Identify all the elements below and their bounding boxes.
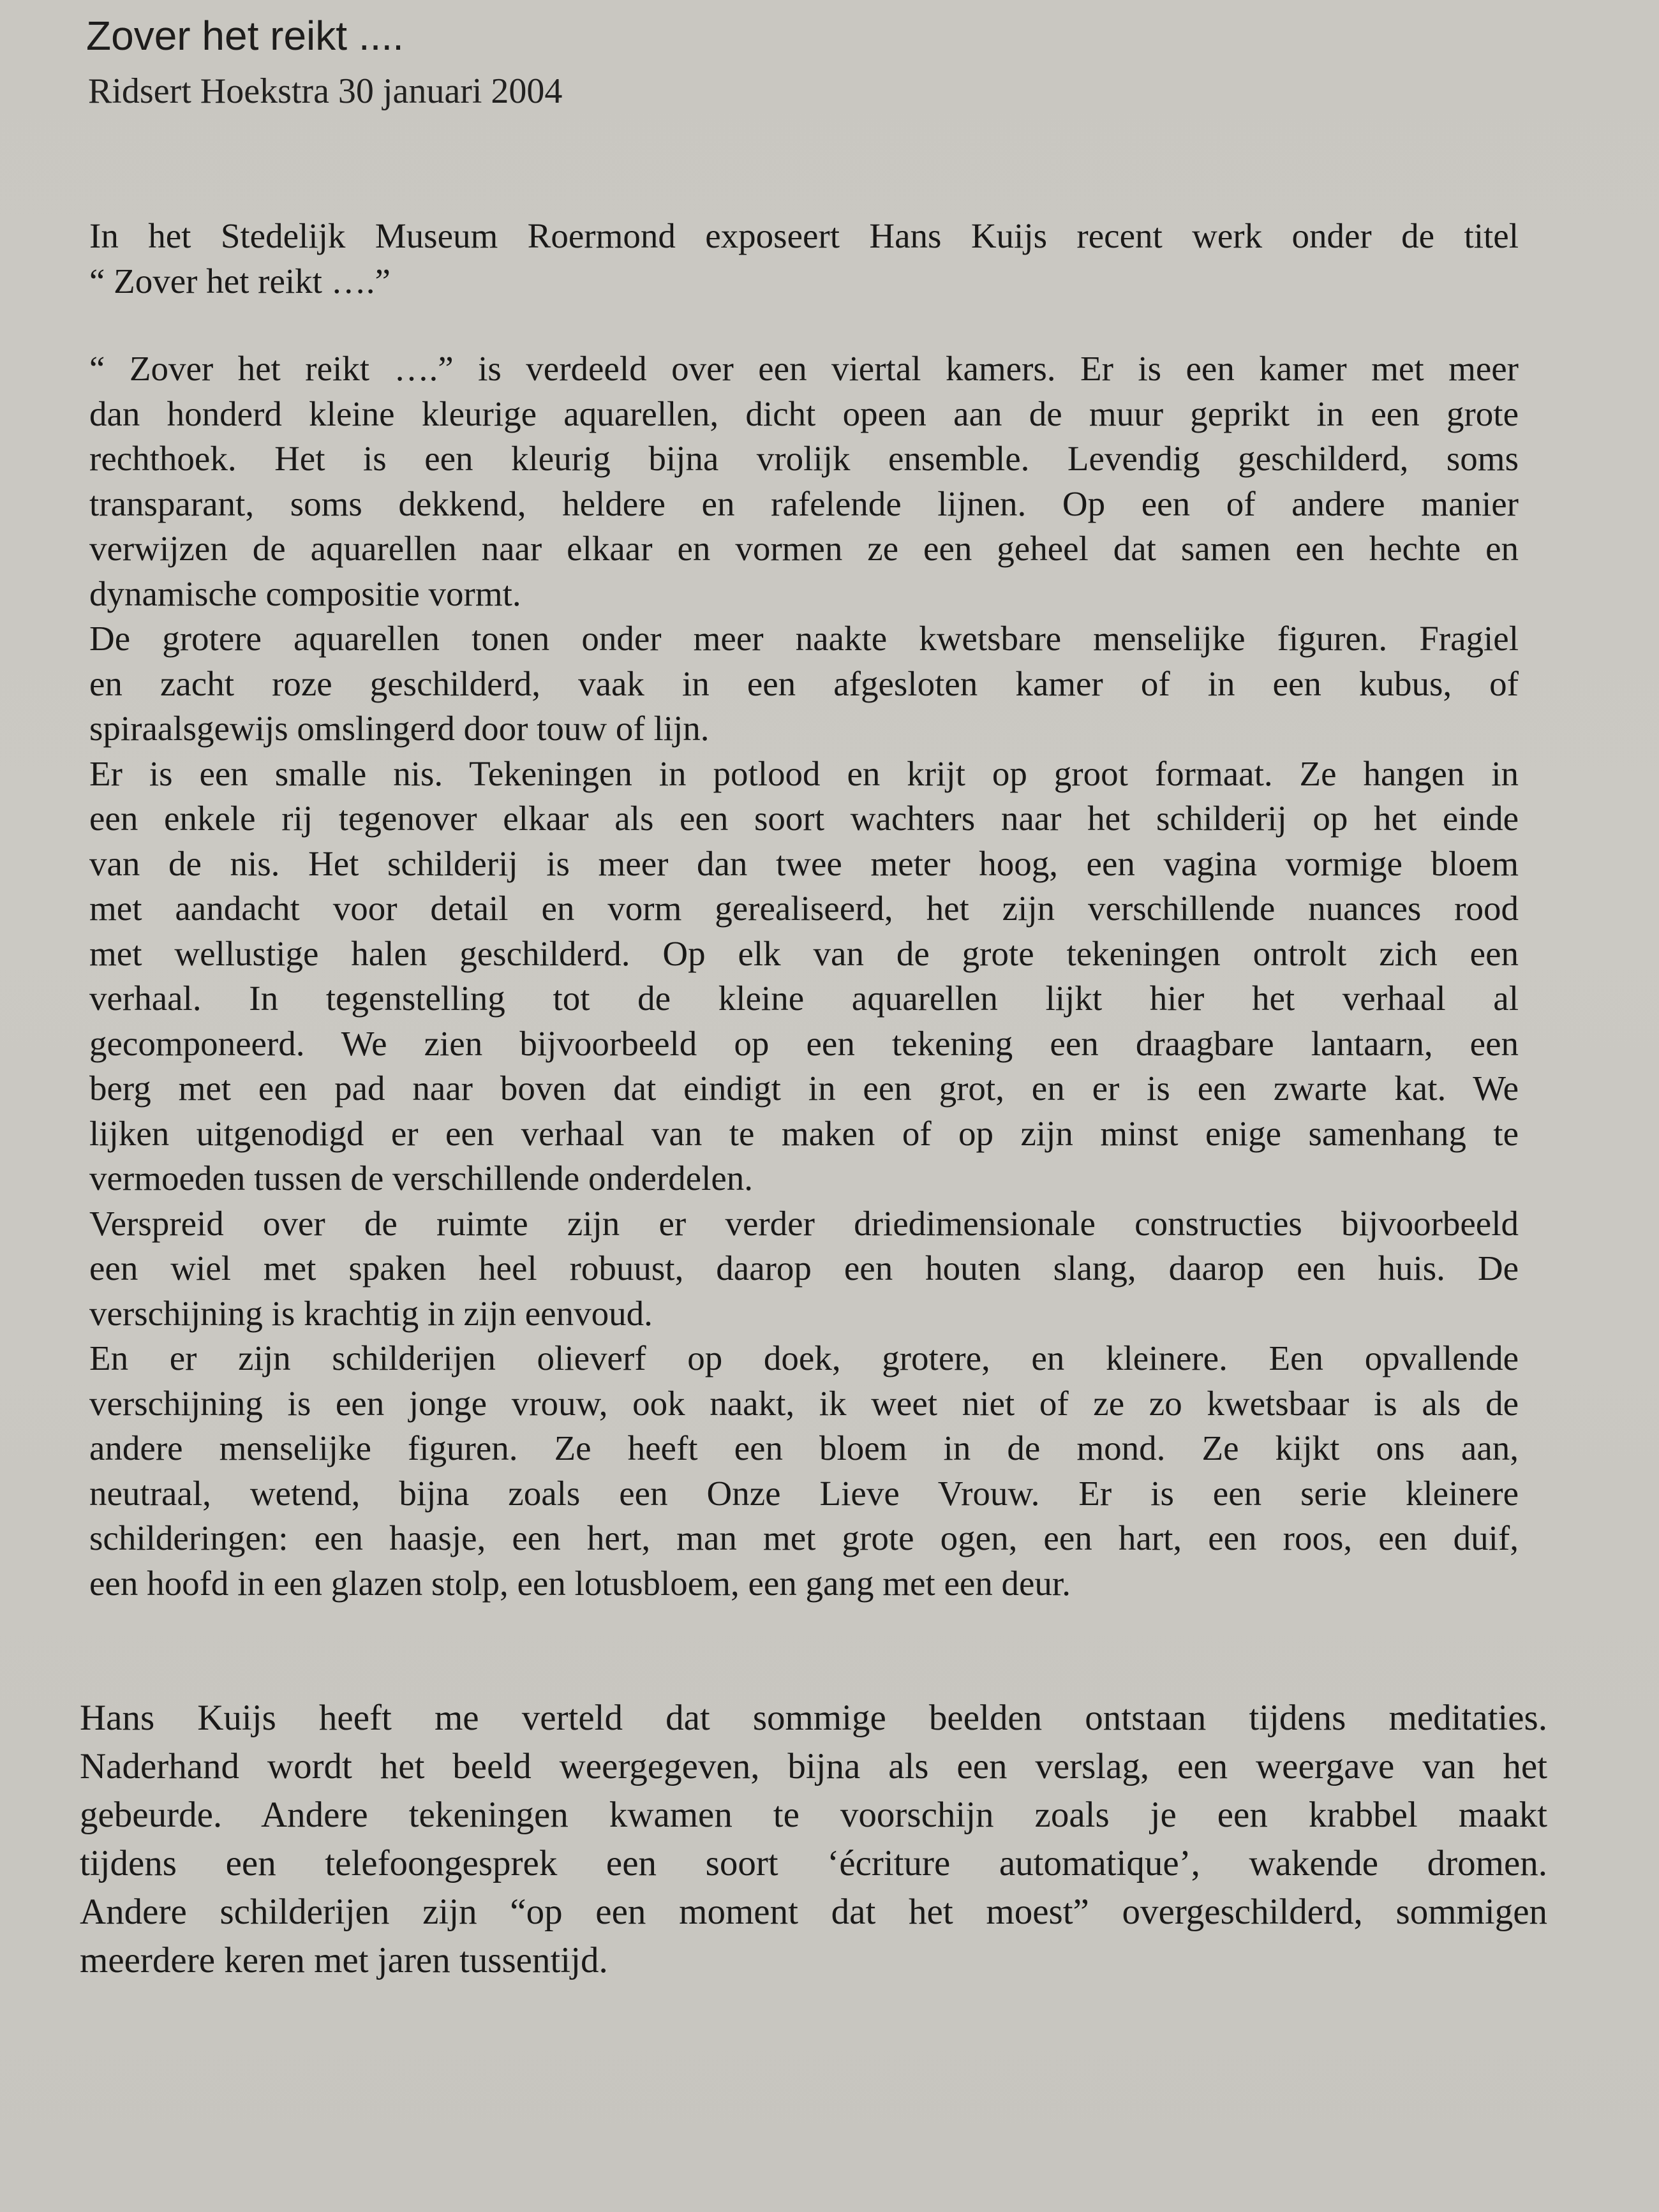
text-line: met aandacht voor detail en vorm gerealiseerd, het zijn verschillende nuances rood — [89, 889, 1519, 928]
text-line: meerdere keren met jaren tussentijd. — [80, 1940, 608, 1980]
text-line: verschijning is krachtig in zijn eenvoud. — [89, 1293, 653, 1333]
text-line: “ Zover het reikt ….” — [89, 261, 391, 301]
text-line: vermoeden tussen de verschillende onderdelen. — [89, 1159, 754, 1198]
paragraph-paintings — [89, 1336, 1519, 1606]
text-line: gecomponeerd. We zien bijvoorbeeld op een tekening een draagbare lantaarn, een — [89, 1023, 1519, 1063]
text-line: In het Stedelijk Museum Roermond exposeert Hans Kuijs recent werk onder de titel — [89, 216, 1519, 255]
text-line: Naderhand wordt het beeld weergegeven, bijna als een verslag, een weergave van het — [80, 1746, 1547, 1786]
text-line: tijdens een telefoongesprek een soort ‘écriture automatique’, wakende dromen. — [80, 1843, 1547, 1883]
text-line: lijken uitgenodigd er een verhaal van te maken of op zijn minst enige samenhang te — [89, 1113, 1519, 1153]
text-line: schilderingen: een haasje, een hert, man met grote ogen, een hart, een roos, een duif, — [89, 1518, 1519, 1557]
paragraph-niche — [89, 752, 1519, 1201]
text-line: van de nis. Het schilderij is meer dan twee meter hoog, een vagina vormige bloem — [89, 843, 1519, 883]
text-line: rechthoek. Het is een kleurig bijna vrolijk ensemble. Levendig geschilderd, soms — [89, 439, 1519, 478]
text-line: “ Zover het reikt ….” is verdeeld over een viertal kamers. Er is een kamer met meer — [89, 349, 1519, 388]
text-line: Verspreid over de ruimte zijn er verder driedimensionale constructies bijvoorbeeld — [89, 1203, 1519, 1243]
text-line: een wiel met spaken heel robuust, daarop een houten slang, daarop een huis. De — [89, 1249, 1519, 1288]
text-line: een enkele rij tegenover elkaar als een soort wachters naar het schilderij op het einde — [89, 799, 1519, 838]
text-line: dan honderd kleine kleurige aquarellen, dicht opeen aan de muur geprikt in een grote — [89, 394, 1519, 433]
text-line: De grotere aquarellen tonen onder meer naakte kwetsbare menselijke figuren. Fragiel — [89, 619, 1519, 658]
text-line: verwijzen de aquarellen naar elkaar en vormen ze een geheel dat samen een hechte en — [89, 529, 1519, 568]
text-line: verschijning is een jonge vrouw, ook naakt, ik weet niet of ze zo kwetsbaar is als de — [89, 1383, 1519, 1423]
main-body — [89, 346, 1519, 1606]
text-line: spiraalsgewijs omslingerd door touw of lijn. — [89, 709, 710, 748]
text-line: verhaal. In tegenstelling tot de kleine aquarellen lijkt hier het verhaal al — [89, 979, 1519, 1018]
text-line: en zacht roze geschilderd, vaak in een afgesloten kamer of in een kubus, of — [89, 664, 1519, 703]
text-line: gebeurde. Andere tekeningen kwamen te voorschijn zoals je een krabbel maakt — [80, 1795, 1547, 1835]
text-line: een hoofd in een glazen stolp, een lotusbloem, een gang met een deur. — [89, 1563, 1071, 1603]
text-line: Hans Kuijs heeft me verteld dat sommige beelden ontstaan tijdens meditaties. — [80, 1698, 1547, 1738]
text-line: transparant, soms dekkend, heldere en rafelende lijnen. Op een of andere manier — [89, 484, 1519, 523]
text-line: andere menselijke figuren. Ze heeft een bloem in de mond. Ze kijkt ons aan, — [89, 1429, 1519, 1467]
paragraph-larger-watercolors — [89, 616, 1519, 752]
intro-paragraph — [89, 214, 1519, 304]
paragraph-constructions — [89, 1201, 1519, 1337]
text-line: En er zijn schilderijen olieverf op doek, grotere, en kleinere. Een opvallende — [89, 1339, 1519, 1377]
paragraph-rooms — [89, 346, 1519, 616]
text-line: Andere schilderijen zijn “op een moment dat het moest” overgeschilderd, sommigen — [80, 1892, 1547, 1932]
text-line: met wellustige halen geschilderd. Op elk van de grote tekeningen ontrolt zich een — [89, 933, 1519, 973]
text-line: dynamische compositie vormt. — [89, 574, 521, 613]
author-date-line: Ridsert Hoekstra 30 januari 2004 — [88, 71, 563, 111]
closing-paragraph — [80, 1694, 1547, 1985]
text-line: neutraal, wetend, bijna zoals een Onze Lieve Vrouw. Er is een serie kleinere — [89, 1473, 1519, 1513]
text-line: berg met een pad naar boven dat eindigt in een grot, en er is een zwarte kat. We — [89, 1069, 1519, 1108]
text-line: Er is een smalle nis. Tekeningen in potlood en krijt op groot formaat. Ze hangen in — [89, 753, 1519, 793]
document-title: Zover het reikt .... — [86, 13, 404, 59]
